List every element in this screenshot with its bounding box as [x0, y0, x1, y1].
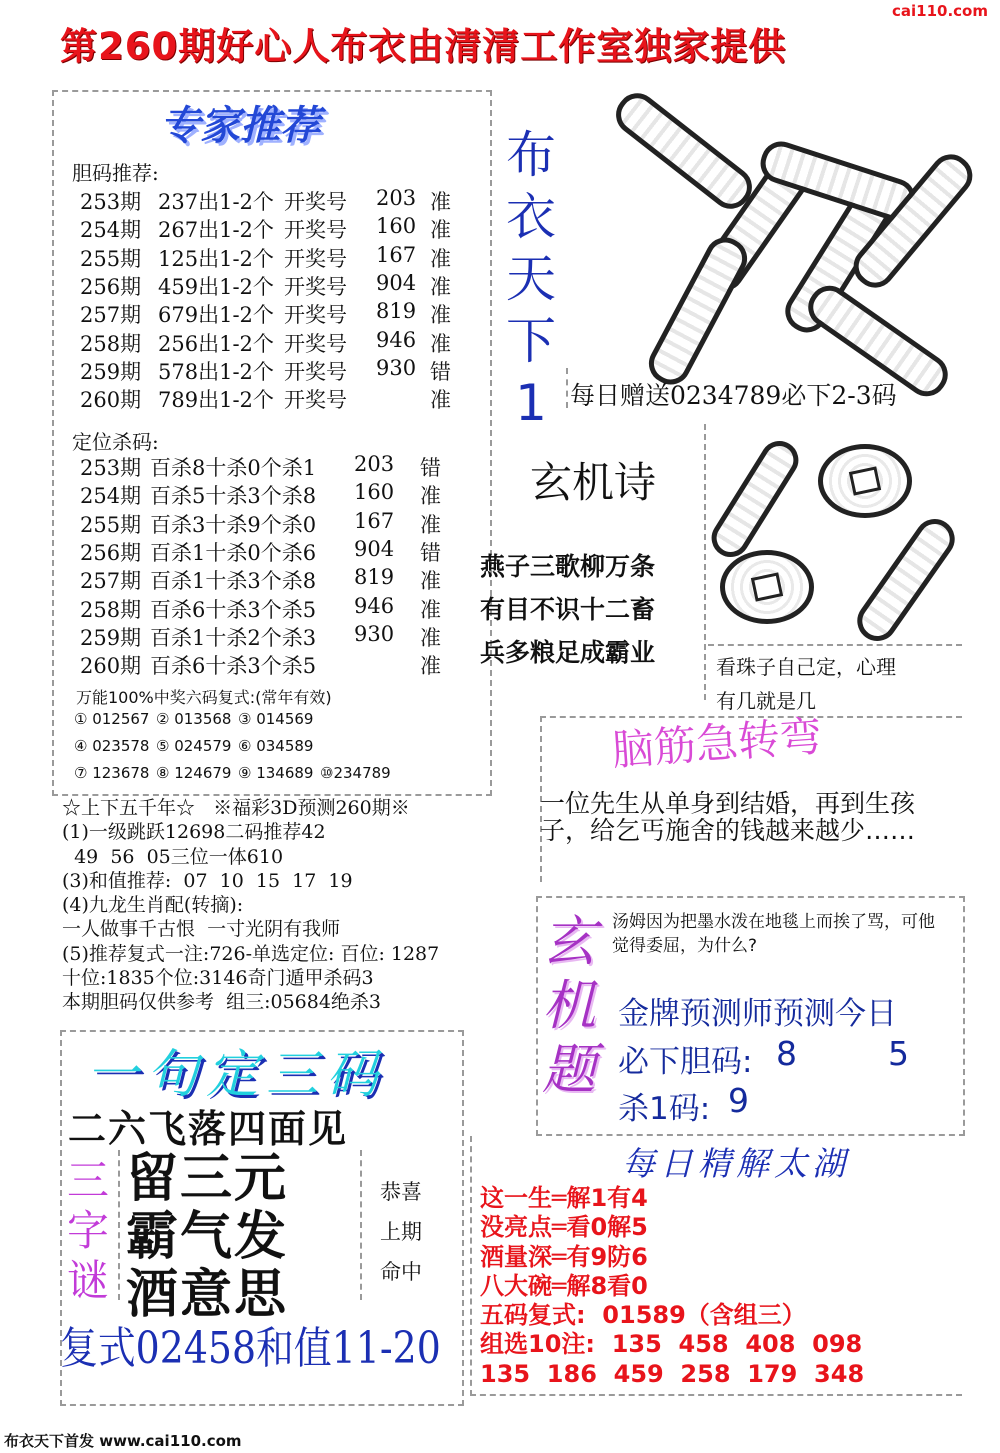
poem-line: 有目不识十二畜: [480, 595, 656, 624]
five-thousand-line: ☆上下五千年☆ ※福彩3D预测260期※: [62, 797, 410, 819]
footer: 布衣天下首发 www.cai110.com: [4, 1432, 242, 1450]
poem-lines: [480, 545, 655, 674]
five-thousand-line: 十位:1835个位:3146奇门遁甲杀码3: [62, 967, 374, 990]
three-char-char: 三: [66, 1156, 109, 1205]
dan-issue: 259期: [80, 359, 142, 384]
riddle-title-char: 机: [542, 974, 596, 1037]
riddle-word: 留三元: [126, 1148, 289, 1209]
gold-title: 金牌预测师预测今日: [618, 996, 897, 1032]
kill-table: [80, 452, 480, 682]
riddle-title-char: 玄: [542, 910, 596, 973]
kill-issue: 256期: [80, 540, 142, 565]
dan-pick: 789出1-2个: [158, 388, 274, 413]
kill-pick: 百杀6十杀3个杀5: [150, 597, 317, 622]
dan-issue: 258期: [80, 331, 142, 356]
dan-label: 开奖号: [284, 359, 347, 384]
one-sentence-phrase: 二六飞落四面见: [68, 1107, 349, 1151]
poem-title: 玄机诗: [530, 458, 657, 507]
taihu-line: 没亮点═看0解5: [480, 1213, 648, 1242]
dan-value-1: 8: [776, 1034, 797, 1073]
one-sentence-title: 一句定三码: [86, 1045, 387, 1105]
six-code: ⑧ 124679: [156, 764, 232, 782]
five-thousand-line: (1)一级跳跃12698二码推荐42: [62, 821, 326, 844]
congrats-line: 上期: [380, 1220, 422, 1244]
dan-status: 准: [430, 388, 451, 413]
kill-issue: 257期: [80, 569, 142, 594]
three-char-label: [62, 1156, 114, 1306]
kill-issue: 258期: [80, 597, 142, 622]
watermark: cai110.com: [892, 2, 988, 20]
dan-pick: 125出1-2个: [158, 246, 274, 271]
kill-status: 准: [420, 625, 441, 650]
coin-icon: [818, 444, 912, 518]
six-heading: 万能100%中奖六码复式:(常年有效): [76, 688, 332, 707]
coins-image: [710, 420, 950, 640]
kill-issue: 254期: [80, 484, 142, 509]
six-code: ⑦ 123678: [74, 764, 150, 782]
six-code: ⑥ 034589: [238, 737, 314, 755]
kill-pick: 百杀1十杀3个杀8: [150, 569, 317, 594]
dan-result: 904: [376, 270, 417, 295]
riddle-question: 汤姆因为把墨水泼在地毯上而挨了骂，可他觉得委屈，为什么?: [612, 912, 935, 956]
dan-result: 167: [376, 242, 417, 267]
brain-text: 一位先生从单身到结婚，再到生孩子，给乞丐施舍的钱越来越少……: [540, 789, 916, 845]
kill-value: 9: [728, 1081, 749, 1120]
buyi-title-char: 衣: [506, 188, 556, 246]
buyi-title-char: 下: [506, 312, 556, 370]
chopstick-icon: [849, 511, 962, 649]
kill-status: 准: [420, 484, 441, 509]
kill-status: 准: [420, 654, 441, 679]
six-code: ④ 023578: [74, 737, 150, 755]
five-thousand-line: (4)九龙生肖配(转摘):: [62, 894, 244, 917]
dan-result: 203: [376, 186, 417, 210]
taihu-line: 八大碗═解8看0: [480, 1271, 648, 1300]
dan-issue: 253期: [80, 190, 142, 214]
dan-heading: 胆码推荐:: [72, 161, 159, 185]
kill-result: 946: [354, 593, 395, 618]
dan-value-2: 5: [888, 1034, 909, 1073]
taihu-line: 酒量深═有9防6: [480, 1242, 648, 1271]
dan-status: 准: [430, 190, 451, 214]
kill-result: 203: [354, 452, 395, 476]
dan-issue: 256期: [80, 274, 142, 299]
kill-result: 160: [354, 480, 395, 505]
kill-issue: 253期: [80, 456, 142, 480]
dan-label: 开奖号: [284, 190, 347, 214]
chopstick-icon: [608, 85, 760, 217]
daily-gift: 每日赠送0234789必下2-3码: [570, 381, 897, 410]
riddle-title-char: 题: [542, 1038, 596, 1101]
riddle-words: [126, 1150, 288, 1324]
kill-result: 819: [354, 565, 395, 590]
dan-pick: 267出1-2个: [158, 218, 274, 243]
taihu-line: 五码复式: 01589（含组三）: [480, 1301, 806, 1330]
dan-pick: 679出1-2个: [158, 303, 274, 328]
buyi-title-char: 1: [515, 374, 547, 432]
kill-pick: 百杀1十杀0个杀6: [150, 540, 317, 565]
taihu-title: 每日精解太湖: [622, 1144, 850, 1183]
poem-line: 兵多粮足成霸业: [480, 638, 656, 667]
congrats-line: 命中: [380, 1260, 422, 1284]
kill-status: 准: [420, 597, 441, 622]
riddle-vertical-title: [536, 910, 602, 1102]
kill-status: 准: [420, 569, 441, 594]
buyi-title-char: 布: [506, 126, 556, 184]
six-code: ⑨ 134689: [238, 764, 314, 782]
chopsticks-image: [588, 90, 948, 370]
dan-label: 必下胆码:: [618, 1044, 753, 1080]
kill-label: 杀1码:: [618, 1091, 711, 1127]
three-char-char: 谜: [66, 1256, 109, 1305]
dan-issue: 260期: [80, 388, 142, 413]
riddle-word: 酒意思: [126, 1264, 289, 1325]
six-codes: [74, 710, 484, 790]
expert-title: 专家推荐: [160, 103, 320, 149]
kill-result: 167: [354, 508, 395, 533]
six-code: ③ 014569: [238, 710, 314, 728]
kill-result: 930: [354, 621, 395, 646]
header-title: 第260期好心人布衣由清清工作室独家提供: [60, 25, 787, 68]
dan-issue: 255期: [80, 246, 142, 271]
dan-result: 819: [376, 299, 417, 324]
dan-issue: 254期: [80, 218, 142, 243]
taihu-line: 135 186 459 258 179 348: [480, 1359, 865, 1388]
three-char-char: 字: [66, 1206, 109, 1255]
dan-status: 准: [430, 274, 451, 299]
six-code: ⑤ 024579: [156, 737, 232, 755]
dan-label: 开奖号: [284, 246, 347, 271]
dan-label: 开奖号: [284, 388, 347, 413]
kill-pick: 百杀6十杀3个杀5: [150, 654, 317, 679]
dan-status: 准: [430, 303, 451, 328]
buyi-vertical-title: [496, 124, 566, 434]
kill-issue: 259期: [80, 625, 142, 650]
six-code: ⑩234789: [320, 764, 391, 782]
six-code: ① 012567: [74, 710, 150, 728]
compound-text: 复式02458和值11-20: [60, 1323, 441, 1374]
five-thousand-line: 一人做事千古恨 一寸光阴有我师: [62, 918, 341, 941]
kill-issue: 255期: [80, 512, 142, 537]
kill-pick: 百杀8十杀0个杀1: [150, 456, 317, 480]
kill-pick: 百杀1十杀2个杀3: [150, 625, 317, 650]
dan-issue: 257期: [80, 303, 142, 328]
dan-status: 错: [430, 359, 451, 384]
chopstick-icon: [704, 434, 805, 564]
congrats-line: 恭喜: [380, 1180, 422, 1204]
coin-icon: [720, 550, 814, 624]
dan-pick: 256出1-2个: [158, 331, 274, 356]
dan-pick: 459出1-2个: [158, 274, 274, 299]
taihu-lines: [480, 1184, 864, 1389]
taihu-line: 这一生═解1有4: [480, 1184, 648, 1212]
dan-label: 开奖号: [284, 331, 347, 356]
dan-status: 准: [430, 331, 451, 356]
dan-result: 160: [376, 214, 417, 239]
kill-heading: 定位杀码:: [72, 430, 159, 454]
dan-pick: 578出1-2个: [158, 359, 274, 384]
riddle-word: 霸气发: [126, 1206, 289, 1267]
taihu-line: 组选10注: 135 458 408 098: [480, 1330, 863, 1359]
dan-status: 准: [430, 246, 451, 271]
kill-result: 904: [354, 536, 395, 561]
kill-pick: 百杀3十杀9个杀0: [150, 512, 317, 537]
dan-label: 开奖号: [284, 274, 347, 299]
five-thousand-line: 49 56 05三位一体610: [62, 845, 284, 868]
dan-pick: 237出1-2个: [158, 190, 274, 214]
five-thousand-line: (3)和值推荐: 07 10 15 17 19: [62, 869, 353, 892]
five-thousand-line: 本期胆码仅供参考 组三:05684绝杀3: [62, 991, 382, 1014]
kill-pick: 百杀5十杀3个杀8: [150, 484, 317, 509]
dan-label: 开奖号: [284, 218, 347, 243]
dan-result: 930: [376, 355, 417, 380]
dan-label: 开奖号: [284, 303, 347, 328]
dan-table: [80, 186, 480, 416]
kill-issue: 260期: [80, 654, 142, 679]
poem-hint-line: 看珠子自己定，心理: [716, 655, 896, 679]
dan-result: 946: [376, 327, 417, 352]
poem-hint-line: 有几就是几: [716, 689, 816, 713]
dan-status: 准: [430, 218, 451, 243]
six-code: ② 013568: [156, 710, 232, 728]
kill-status: 错: [420, 456, 441, 480]
brain-title: 脑筋急转弯: [610, 711, 824, 775]
congrats: [380, 1172, 422, 1292]
five-thousand-block: [62, 796, 439, 1015]
five-thousand-line: (5)推荐复式一注:726-单选定位: 百位: 1287: [62, 942, 440, 965]
kill-status: 错: [420, 540, 441, 565]
buyi-title-char: 天: [506, 250, 556, 308]
kill-status: 准: [420, 512, 441, 537]
poem-line: 燕子三歌柳万条: [480, 552, 656, 581]
